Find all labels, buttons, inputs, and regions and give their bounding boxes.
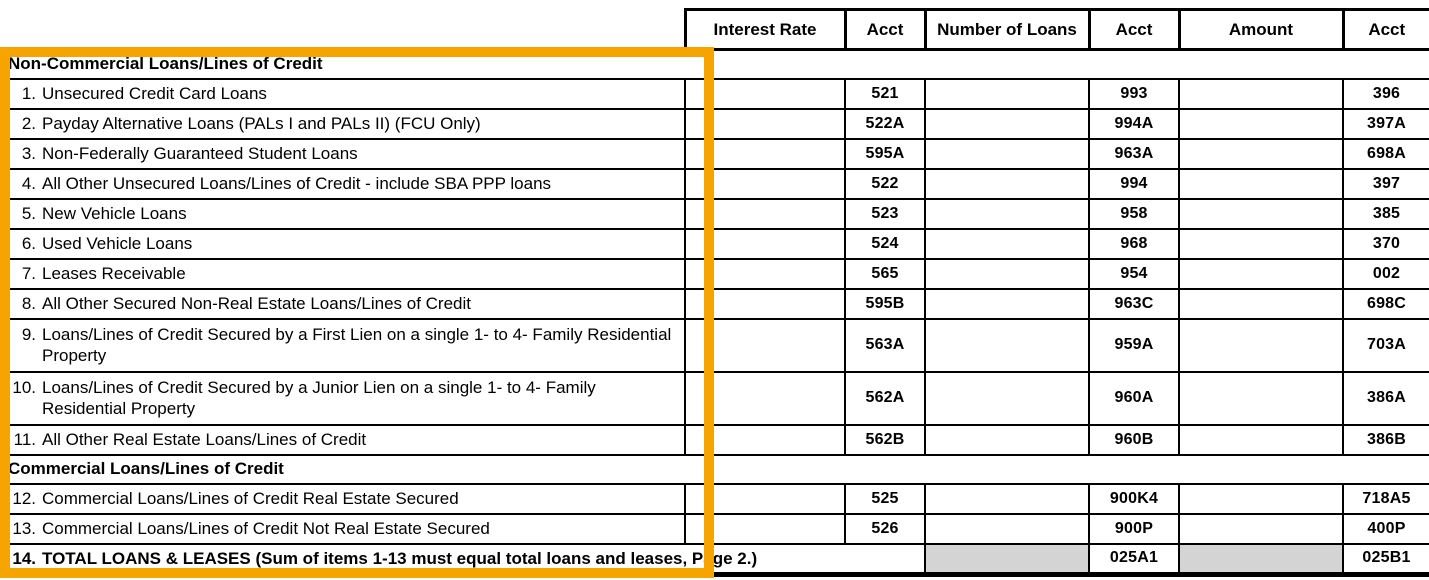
amount-field[interactable]: [1179, 425, 1343, 455]
amount-field[interactable]: [1179, 79, 1343, 109]
amount-field[interactable]: [1179, 319, 1343, 372]
row-description: [2, 425, 685, 455]
acct-code: 562A: [845, 372, 925, 425]
acct-code: 397: [1343, 169, 1429, 199]
row-number: 10.: [12, 377, 36, 397]
interest-rate-field[interactable]: [685, 319, 845, 372]
interest-rate-field[interactable]: [685, 199, 845, 229]
acct-code: 718A5: [1343, 484, 1429, 514]
row-number: 1.: [21, 83, 36, 103]
row-number: 9.: [21, 324, 36, 344]
row-label: Commercial Loans/Lines of Credit Not Real Estate Secured: [42, 518, 490, 538]
row-description: [2, 79, 685, 109]
row-description: [2, 514, 685, 544]
number-of-loans-field[interactable]: [925, 514, 1089, 544]
row-label: Non-Federally Guaranteed Student Loans: [42, 143, 358, 163]
acct-code: 959A: [1089, 319, 1179, 372]
number-of-loans-field[interactable]: [925, 79, 1089, 109]
row-number: 12.: [12, 488, 36, 508]
row-description: [2, 139, 685, 169]
number-of-loans-field[interactable]: [925, 259, 1089, 289]
acct-code: 025B1: [1343, 544, 1429, 575]
number-of-loans-field[interactable]: [925, 372, 1089, 425]
acct-code: 562B: [845, 425, 925, 455]
interest-rate-field[interactable]: [685, 259, 845, 289]
interest-rate-field[interactable]: [685, 372, 845, 425]
column-header-amount: Amount: [1179, 10, 1343, 50]
acct-code: 900K4: [1089, 484, 1179, 514]
row-label: All Other Secured Non-Real Estate Loans/Lines of Credit: [42, 293, 472, 313]
acct-code: 960A: [1089, 372, 1179, 425]
interest-rate-field[interactable]: [685, 229, 845, 259]
total-row-description: [2, 544, 925, 575]
row-number: 2.: [21, 113, 36, 133]
row-label: Loans/Lines of Credit Secured by a Junior Lien on a single 1- to 4- Family Residential Property: [42, 377, 596, 418]
interest-rate-field[interactable]: [685, 425, 845, 455]
row-number: 4.: [21, 173, 36, 193]
acct-code: 698A: [1343, 139, 1429, 169]
section-title: Non-Commercial Loans/Lines of Credit: [2, 50, 1429, 79]
number-of-loans-field[interactable]: [925, 229, 1089, 259]
acct-code: 397A: [1343, 109, 1429, 139]
table-row: [2, 514, 1429, 544]
row-number: 13.: [12, 518, 36, 538]
amount-field[interactable]: [1179, 372, 1343, 425]
row-number: 7.: [21, 263, 36, 283]
row-label: Payday Alternative Loans (PALs I and PALs II) (FCU Only): [42, 113, 481, 133]
column-header-acct-3: Acct: [1343, 10, 1429, 50]
column-header-number-of-loans: Number of Loans: [925, 10, 1089, 50]
section-row-commercial: [2, 455, 1429, 484]
acct-code: 524: [845, 229, 925, 259]
total-row: [2, 544, 1429, 575]
row-label: Unsecured Credit Card Loans: [42, 83, 267, 103]
acct-code: 595A: [845, 139, 925, 169]
amount-field[interactable]: [1179, 139, 1343, 169]
acct-code: 400P: [1343, 514, 1429, 544]
acct-code: 522: [845, 169, 925, 199]
column-header-interest-rate: Interest Rate: [685, 10, 845, 50]
amount-field[interactable]: [1179, 289, 1343, 319]
interest-rate-field[interactable]: [685, 169, 845, 199]
table-row: [2, 259, 1429, 289]
acct-code: 960B: [1089, 425, 1179, 455]
amount-field[interactable]: [1179, 229, 1343, 259]
row-number: 5.: [21, 203, 36, 223]
acct-code: 525: [845, 484, 925, 514]
acct-code: 994: [1089, 169, 1179, 199]
section-row-non-commercial: [2, 50, 1429, 79]
row-label: All Other Real Estate Loans/Lines of Credit: [42, 429, 367, 449]
interest-rate-field[interactable]: [685, 484, 845, 514]
header-blank-cell: [2, 10, 685, 50]
row-label: All Other Unsecured Loans/Lines of Credit - include SBA PPP loans: [42, 173, 552, 193]
table-row: [2, 169, 1429, 199]
row-description: [2, 484, 685, 514]
row-description: [2, 109, 685, 139]
row-label: New Vehicle Loans: [42, 203, 187, 223]
acct-code: 523: [845, 199, 925, 229]
acct-code: 521: [845, 79, 925, 109]
acct-code: 954: [1089, 259, 1179, 289]
column-header-acct-2: Acct: [1089, 10, 1179, 50]
amount-field[interactable]: [1179, 484, 1343, 514]
row-label: Leases Receivable: [42, 263, 186, 283]
acct-code: 698C: [1343, 289, 1429, 319]
acct-code: 526: [845, 514, 925, 544]
total-row-label: TOTAL LOANS & LEASES (Sum of items 1-13 must equal total loans and leases, Page 2.): [42, 548, 758, 568]
row-label: Commercial Loans/Lines of Credit Real Estate Secured: [42, 488, 459, 508]
acct-code: 968: [1089, 229, 1179, 259]
row-number: 8.: [21, 293, 36, 313]
row-number: 3.: [21, 143, 36, 163]
column-header-acct-1: Acct: [845, 10, 925, 50]
table-row: [2, 139, 1429, 169]
table-row: [2, 229, 1429, 259]
acct-code: 958: [1089, 199, 1179, 229]
acct-code: 565: [845, 259, 925, 289]
acct-code: 386A: [1343, 372, 1429, 425]
row-description: [2, 319, 685, 372]
number-of-loans-field[interactable]: [925, 425, 1089, 455]
row-description: [2, 199, 685, 229]
table-row: [2, 79, 1429, 109]
row-description: [2, 372, 685, 425]
acct-code: 522A: [845, 109, 925, 139]
interest-rate-field[interactable]: [685, 139, 845, 169]
number-of-loans-field[interactable]: [925, 139, 1089, 169]
row-number: 11.: [13, 429, 36, 449]
loan-schedule-table: [0, 8, 1429, 577]
table-row: [2, 425, 1429, 455]
row-description: [2, 229, 685, 259]
acct-code: 002: [1343, 259, 1429, 289]
row-description: [2, 169, 685, 199]
number-of-loans-field[interactable]: [925, 319, 1089, 372]
row-description: [2, 289, 685, 319]
table-row: [2, 484, 1429, 514]
table-row: [2, 319, 1429, 372]
acct-code: 963A: [1089, 139, 1179, 169]
header-row: [2, 10, 1429, 50]
acct-code: 963C: [1089, 289, 1179, 319]
acct-code: 396: [1343, 79, 1429, 109]
table-row: [2, 199, 1429, 229]
table-row: [2, 109, 1429, 139]
row-number: 14.: [12, 548, 36, 568]
interest-rate-field[interactable]: [685, 79, 845, 109]
acct-code: 370: [1343, 229, 1429, 259]
table-row: [2, 372, 1429, 425]
acct-code: 386B: [1343, 425, 1429, 455]
acct-code: 994A: [1089, 109, 1179, 139]
interest-rate-field[interactable]: [685, 289, 845, 319]
number-of-loans-field[interactable]: [925, 289, 1089, 319]
row-description: [2, 259, 685, 289]
table-row: [2, 289, 1429, 319]
number-of-loans-field[interactable]: [925, 484, 1089, 514]
acct-code: 563A: [845, 319, 925, 372]
acct-code: 025A1: [1089, 544, 1179, 575]
interest-rate-field[interactable]: [685, 514, 845, 544]
acct-code: 595B: [845, 289, 925, 319]
row-label: Used Vehicle Loans: [42, 233, 193, 253]
number-of-loans-field[interactable]: [925, 109, 1089, 139]
amount-field[interactable]: [1179, 259, 1343, 289]
interest-rate-field[interactable]: [685, 109, 845, 139]
row-label: Loans/Lines of Credit Secured by a First Lien on a single 1- to 4- Family Residential Property: [42, 324, 672, 365]
amount-field[interactable]: [1179, 109, 1343, 139]
shaded-cell: [1179, 544, 1343, 575]
section-title: Commercial Loans/Lines of Credit: [2, 455, 1429, 484]
row-number: 6.: [21, 233, 36, 253]
acct-code: 900P: [1089, 514, 1179, 544]
number-of-loans-field[interactable]: [925, 199, 1089, 229]
acct-code: 993: [1089, 79, 1179, 109]
amount-field[interactable]: [1179, 199, 1343, 229]
number-of-loans-field[interactable]: [925, 169, 1089, 199]
acct-code: 385: [1343, 199, 1429, 229]
shaded-cell: [925, 544, 1089, 575]
acct-code: 703A: [1343, 319, 1429, 372]
amount-field[interactable]: [1179, 169, 1343, 199]
amount-field[interactable]: [1179, 514, 1343, 544]
